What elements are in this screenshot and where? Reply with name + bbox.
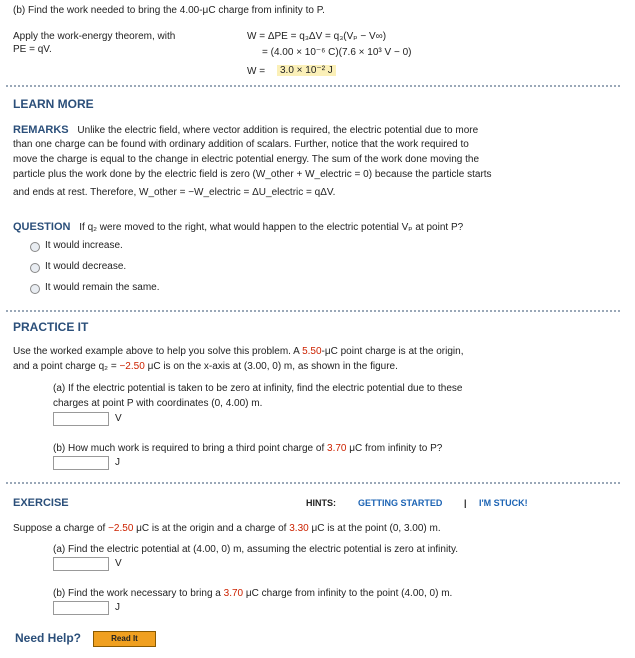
practice-intro-text: μC is on the x-axis at (3.00, 0) m, as shown in the figure. [147, 361, 398, 372]
divider [6, 482, 620, 484]
exercise-intro-line [13, 523, 441, 534]
question-line [13, 221, 463, 233]
read-it-button[interactable]: Read It [93, 631, 156, 647]
exercise-work-unit: J [115, 602, 120, 613]
learn-more-heading: LEARN MORE [13, 97, 94, 111]
practice-work-unit: J [115, 457, 120, 468]
radio-increase[interactable] [30, 242, 40, 252]
hints-separator: | [464, 498, 467, 508]
exercise-potential-input[interactable] [53, 557, 109, 571]
practice-qa-line-2: charges at point P with coordinates (0, 4.00) m. [53, 398, 263, 409]
remarks-line-2: than one charge can be found with ordinary addition of scalars. Further, notice that the work required to [13, 139, 469, 150]
question-label: QUESTION [13, 221, 71, 233]
equation-line-3-label: W = [247, 66, 266, 77]
practice-intro-text: Use the worked example above to help you solve this problem. A [13, 346, 300, 357]
remarks-line-4: particle plus the work done by the electric field is zero (W_other + W_electric = 0) because the particle starts [13, 169, 492, 180]
divider [6, 310, 620, 312]
im-stuck-link[interactable]: I'M STUCK! [479, 498, 528, 508]
exercise-charge-2-value: 3.30 [289, 523, 309, 534]
option-increase-label[interactable]: It would increase. [45, 240, 123, 251]
remarks-line-3: move the charge is equal to the change in electric potential energy. The sum of the work done moving the [13, 154, 480, 165]
equation-line-1: W = ΔPE = q₃ΔV = q₃(Vₚ − V∞) [247, 31, 387, 42]
practice-qa-line-1: (a) If the electric potential is taken to be zero at infinity, find the electric potential due to these [53, 383, 463, 394]
remarks-line-1 [13, 124, 623, 136]
practice-qb-text: μC from infinity to P? [349, 443, 443, 454]
exercise-qa-line: (a) Find the electric potential at (4.00, 0) m, assuming the electric potential is zero at infinity. [53, 544, 458, 555]
option-decrease-label[interactable]: It would decrease. [45, 261, 127, 272]
exercise-potential-unit: V [115, 558, 122, 569]
need-help-label: Need Help? [15, 631, 82, 645]
practice-qb-line [53, 443, 442, 454]
divider [6, 85, 620, 87]
practice-intro-text: and a point charge q₂ = [13, 361, 117, 372]
exercise-intro-text: μC is at the origin and a charge of [136, 523, 287, 534]
practice-charge-2-value: −2.50 [119, 361, 145, 372]
practice-intro-text: -μC point charge is at the origin, [321, 346, 464, 357]
exercise-heading: EXERCISE [13, 497, 69, 509]
practice-potential-unit: V [115, 413, 122, 424]
hints-label: HINTS: [306, 498, 336, 508]
exercise-qb-text: μC charge from infinity to the point (4.00, 0) m. [245, 588, 453, 599]
practice-it-heading: PRACTICE IT [13, 320, 89, 334]
practice-charge-1-value: 5.50 [302, 346, 322, 357]
equation-result: 3.0 × 10⁻² J [277, 65, 336, 76]
exercise-qb-text: (b) Find the work necessary to bring a [53, 588, 221, 599]
equation-line-2: = (4.00 × 10⁻⁶ C)(7.6 × 10³ V − 0) [262, 47, 412, 58]
practice-intro-line-1 [13, 346, 463, 357]
part-b-explanation-line1: Apply the work-energy theorem, with [13, 31, 176, 42]
exercise-charge-1-value: −2.50 [108, 523, 134, 534]
exercise-qb-line [53, 588, 452, 599]
remarks-text-1: Unlike the electric field, where vector addition is required, the electric potential due to more [77, 125, 479, 136]
exercise-intro-text: μC is at the point (0, 3.00) m. [311, 523, 441, 534]
part-b-title: (b) Find the work needed to bring the 4.00-μC charge from infinity to P. [13, 5, 325, 16]
option-same-label[interactable]: It would remain the same. [45, 282, 160, 293]
question-text: If q₂ were moved to the right, what would happen to the electric potential Vₚ at point P? [79, 222, 464, 233]
radio-decrease[interactable] [30, 263, 40, 273]
remarks-line-5: and ends at rest. Therefore, W_other = −W_electric = ΔU_electric = qΔV. [13, 187, 336, 198]
practice-work-input[interactable] [53, 456, 109, 470]
practice-qb-text: (b) How much work is required to bring a third point charge of [53, 443, 325, 454]
exercise-charge-3-value: 3.70 [223, 588, 244, 599]
practice-charge-3-value: 3.70 [327, 443, 347, 454]
getting-started-link[interactable]: GETTING STARTED [358, 498, 443, 508]
part-b-explanation-line2: PE = qV. [13, 44, 52, 55]
exercise-work-input[interactable] [53, 601, 109, 615]
remarks-label: REMARKS [13, 124, 69, 136]
exercise-intro-text: Suppose a charge of [13, 523, 106, 534]
practice-potential-input[interactable] [53, 412, 109, 426]
practice-intro-line-2 [13, 361, 398, 372]
radio-same[interactable] [30, 284, 40, 294]
